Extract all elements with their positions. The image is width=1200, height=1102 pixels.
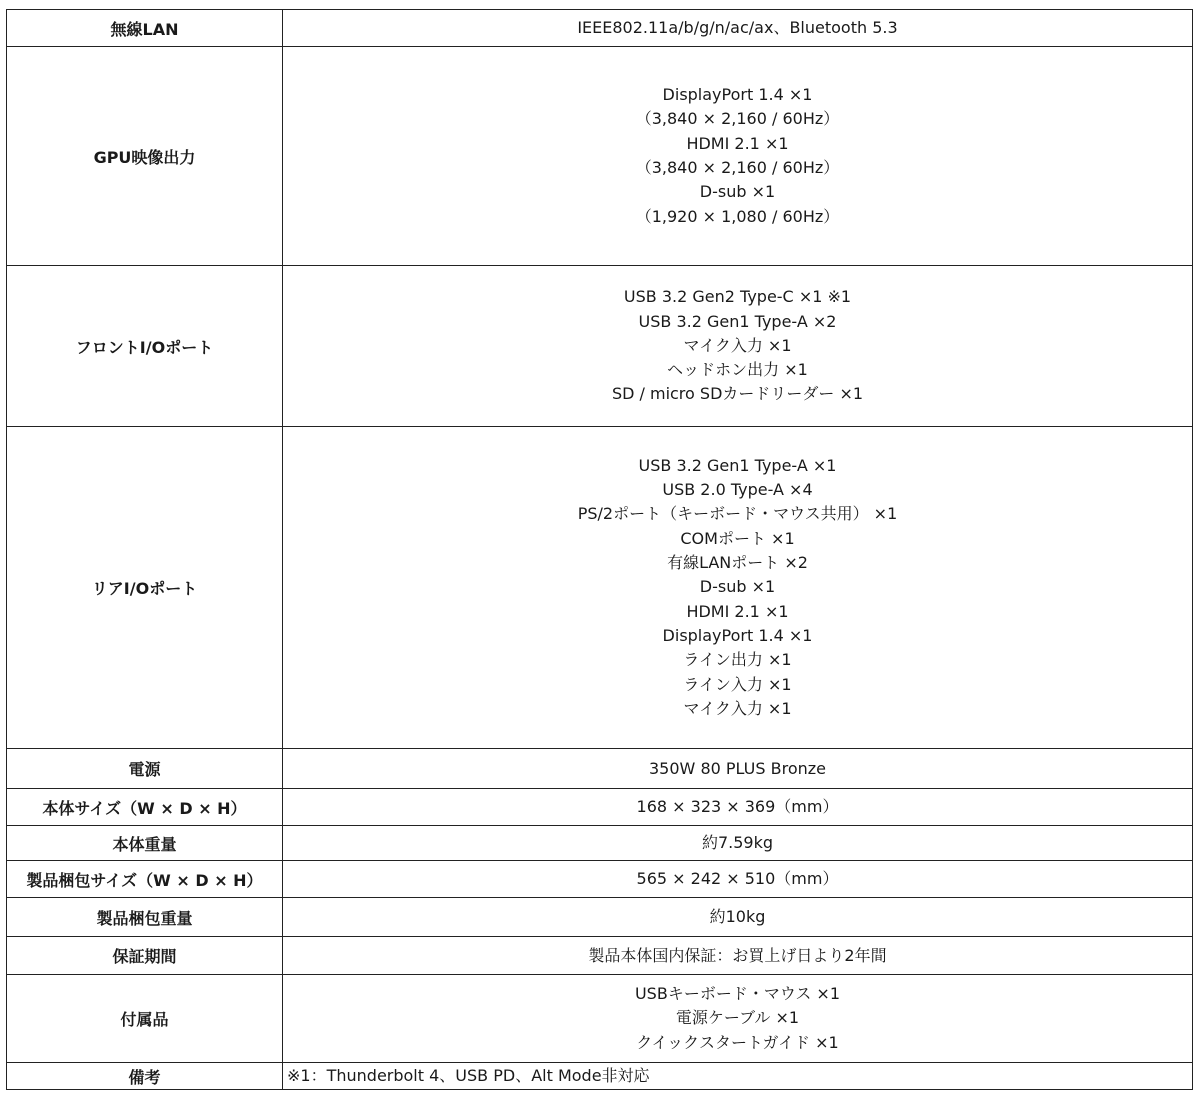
spec-value-line: 製品本体国内保証：お買上げ日より2年間: [588, 945, 887, 965]
spec-value-line: 電源ケーブル ×1: [675, 1008, 800, 1028]
spec-value: [283, 749, 1193, 789]
spec-value-line: USBキーボード・マウス ×1: [634, 984, 841, 1004]
spec-label: 付属品: [7, 975, 283, 1063]
spec-label: 電源: [7, 749, 283, 789]
spec-label: GPU映像出力: [7, 47, 283, 266]
spec-value: [283, 861, 1193, 898]
spec-value-line: IEEE802.11a/b/g/n/ac/ax、Bluetooth 5.3: [577, 18, 898, 37]
spec-value: [283, 789, 1193, 826]
spec-value-line: HDMI 2.1 ×1: [686, 133, 789, 153]
spec-value-line: USB 3.2 Gen2 Type-C ×1 ※1: [623, 287, 852, 307]
spec-table: [6, 9, 1193, 1090]
spec-value-line: DisplayPort 1.4 ×1: [662, 625, 813, 645]
spec-value: [283, 898, 1193, 937]
spec-value-line: HDMI 2.1 ×1: [686, 601, 789, 621]
spec-row-power: [7, 749, 1193, 789]
spec-value-line: SD / micro SDカードリーダー ×1: [611, 384, 864, 404]
spec-label: 無線LAN: [7, 10, 283, 47]
spec-row-body-weight: [7, 826, 1193, 861]
spec-value: [283, 10, 1193, 47]
spec-value-line: 168 × 323 × 369（mm）: [636, 797, 839, 816]
spec-value-line: PS/2ポート（キーボード・マウス共用） ×1: [577, 504, 898, 524]
spec-value: [283, 1063, 1193, 1090]
spec-row-gpu-output: [7, 47, 1193, 266]
spec-value-line: クイックスタートガイド ×1: [636, 1032, 839, 1052]
spec-value: [283, 427, 1193, 749]
spec-value-line: 有線LANポート ×2: [667, 553, 808, 573]
spec-value-line: DisplayPort 1.4 ×1: [662, 85, 813, 105]
spec-row-package-size: [7, 861, 1193, 898]
spec-value-line: COMポート ×1: [680, 528, 795, 548]
spec-label: リアI/Oポート: [7, 427, 283, 749]
spec-value: [283, 47, 1193, 266]
spec-value-line: ライン出力 ×1: [683, 650, 792, 670]
spec-row-accessories: [7, 975, 1193, 1063]
spec-label: 本体サイズ（W × D × H）: [7, 789, 283, 826]
spec-row-wireless-lan: [7, 10, 1193, 47]
spec-label: 備考: [7, 1063, 283, 1090]
spec-value-line: USB 3.2 Gen1 Type-A ×2: [638, 311, 837, 331]
spec-row-remarks: [7, 1063, 1193, 1090]
spec-value: [283, 975, 1193, 1063]
spec-value-line: （3,840 × 2,160 / 60Hz）: [635, 158, 840, 177]
spec-row-rear-io: [7, 427, 1193, 749]
spec-value-line: マイク入力 ×1: [683, 335, 792, 355]
spec-label: 製品梱包サイズ（W × D × H）: [7, 861, 283, 898]
spec-value-line: （3,840 × 2,160 / 60Hz）: [635, 109, 840, 129]
spec-value-line: （1,920 × 1,080 / 60Hz）: [635, 206, 840, 226]
spec-value-line: 約10kg: [709, 907, 766, 926]
spec-label: 製品梱包重量: [7, 898, 283, 937]
spec-row-front-io: [7, 266, 1193, 427]
spec-label: 本体重量: [7, 826, 283, 861]
spec-value-line: マイク入力 ×1: [683, 698, 792, 718]
spec-value-line: D-sub ×1: [699, 577, 776, 597]
spec-value-line: D-sub ×1: [699, 182, 776, 202]
spec-value-line: ライン入力 ×1: [683, 674, 792, 694]
spec-label: フロントI/Oポート: [7, 266, 283, 427]
spec-value-line: ※1：Thunderbolt 4、USB PD、Alt Mode非対応: [287, 1066, 650, 1085]
spec-value: [283, 266, 1193, 427]
spec-row-body-size: [7, 789, 1193, 826]
spec-row-warranty: [7, 937, 1193, 975]
spec-value-line: 565 × 242 × 510（mm）: [636, 869, 839, 888]
spec-label: 保証期間: [7, 937, 283, 975]
spec-value-line: 約7.59kg: [701, 833, 774, 852]
spec-value-line: USB 2.0 Type-A ×4: [662, 480, 813, 500]
spec-value-line: USB 3.2 Gen1 Type-A ×1: [638, 455, 837, 475]
spec-value: [283, 937, 1193, 975]
spec-row-package-weight: [7, 898, 1193, 937]
spec-value-line: ヘッドホン出力 ×1: [667, 360, 808, 380]
spec-value: [283, 826, 1193, 861]
spec-value-line: 350W 80 PLUS Bronze: [649, 758, 826, 778]
